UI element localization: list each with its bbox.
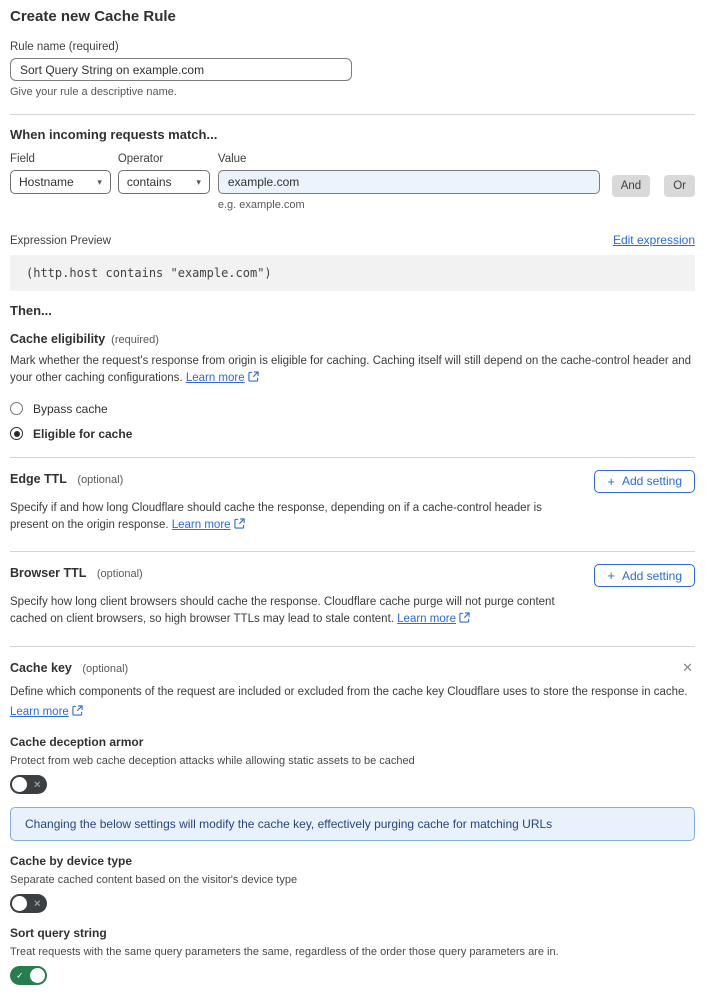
edge-ttl-header xyxy=(10,470,695,493)
edge-ttl-description: Specify if and how long Cloudflare should cache the response, depending on if a cache-control header is present on the origin response. Learn more xyxy=(10,500,572,536)
edge-ttl-note: (optional) xyxy=(77,473,124,486)
cache-by-device-type-title: Cache by device type xyxy=(10,854,133,868)
toggle-knob xyxy=(30,968,45,983)
toggle-off-icon: ✕ xyxy=(33,779,41,789)
expression-code-block: (http.host contains "example.com") xyxy=(10,255,695,291)
rule-name-input[interactable] xyxy=(10,58,352,81)
value-label: Value xyxy=(217,153,247,165)
browser-ttl-description: Specify how long client browsers should cache the response. Cloudflare cache purge will not purge content cached on client browsers, so high browser TTLs may lead to stale content. Learn more xyxy=(10,594,572,630)
value-hint: e.g. example.com xyxy=(217,199,305,211)
plus-icon: + xyxy=(607,473,615,489)
browser-ttl-add-setting-button[interactable]: + Add setting xyxy=(594,564,695,587)
divider xyxy=(10,551,695,552)
field-select-value: Hostname xyxy=(19,175,74,189)
expression-preview-label: Expression Preview xyxy=(10,235,111,247)
chevron-down-icon: ▾ xyxy=(97,176,102,187)
cache-eligibility-note: (required) xyxy=(111,334,159,346)
learn-more-link[interactable]: Learn more xyxy=(185,372,245,385)
radio-icon[interactable] xyxy=(10,402,23,415)
cache-eligibility-title: Cache eligibility xyxy=(10,332,106,346)
cache-key-description: Define which components of the request are included or excluded from the cache key Cloudflare uses to store the response in cache. xyxy=(10,685,688,698)
cache-key-learn-more-row xyxy=(10,704,695,722)
field-select[interactable] xyxy=(10,170,111,194)
divider xyxy=(10,114,695,115)
or-button[interactable]: Or xyxy=(664,175,695,197)
toggle-off-icon: ✕ xyxy=(33,898,41,908)
rule-name-group xyxy=(10,41,695,98)
external-link-icon xyxy=(72,705,83,722)
rule-name-help: Give your rule a descriptive name. xyxy=(10,86,177,98)
value-input[interactable] xyxy=(218,170,600,194)
sort-query-string-title: Sort query string xyxy=(10,926,107,940)
close-icon[interactable]: ✕ xyxy=(682,659,693,675)
cache-by-device-type-description: Separate cached content based on the visitor's device type xyxy=(10,874,298,886)
learn-more-link[interactable]: Learn more xyxy=(10,705,69,718)
field-label: Field xyxy=(10,153,35,165)
learn-more-link[interactable]: Learn more xyxy=(171,518,231,531)
and-button[interactable]: And xyxy=(612,175,650,197)
cache-eligibility-description: Mark whether the request's response from origin is eligible for caching. Caching itself will still depend on the cache-control header and your other caching configurations. Learn more xyxy=(10,353,695,389)
operator-select-value: contains xyxy=(126,175,172,189)
divider xyxy=(10,646,695,647)
plus-icon: + xyxy=(607,568,615,583)
radio-bypass-cache-label: Bypass cache xyxy=(33,401,108,416)
operator-select[interactable] xyxy=(118,170,210,194)
browser-ttl-header xyxy=(10,564,695,587)
rule-name-label: Rule name (required) xyxy=(10,41,119,53)
toggle-knob xyxy=(12,777,27,792)
page-title: Create new Cache Rule xyxy=(10,8,176,25)
match-heading: When incoming requests match... xyxy=(10,127,218,142)
learn-more-link[interactable]: Learn more xyxy=(397,613,456,626)
cache-deception-armor-title: Cache deception armor xyxy=(10,735,144,749)
cache-key-warning-banner: Changing the below settings will modify the cache key, effectively purging cache for matching URLs xyxy=(10,807,695,841)
operator-label: Operator xyxy=(117,153,164,165)
expression-preview-row xyxy=(10,233,695,247)
external-link-icon xyxy=(459,612,470,629)
browser-ttl-note: (optional) xyxy=(96,568,143,580)
edge-ttl-title: Edge TTL xyxy=(10,471,67,486)
match-row xyxy=(10,153,695,211)
external-link-icon xyxy=(248,371,259,388)
cache-key-title: Cache key xyxy=(10,660,72,675)
radio-eligible-for-cache[interactable] xyxy=(10,427,695,441)
radio-selected-icon[interactable] xyxy=(10,427,23,440)
cache-deception-armor-toggle[interactable] xyxy=(10,775,47,794)
divider xyxy=(10,457,695,458)
sort-query-string-description: Treat requests with the same query parameters the same, regardless of the order those query parameters are in. xyxy=(10,946,559,958)
edit-expression-link[interactable]: Edit expression xyxy=(612,233,695,247)
toggle-on-icon: ✓ xyxy=(16,970,24,980)
edge-ttl-add-setting-button[interactable]: + Add setting xyxy=(594,470,695,493)
toggle-knob xyxy=(12,896,27,911)
browser-ttl-title: Browser TTL xyxy=(10,566,87,580)
cache-key-header xyxy=(10,659,695,677)
cache-eligibility-header xyxy=(10,332,695,346)
external-link-icon xyxy=(234,518,245,535)
radio-eligible-for-cache-label: Eligible for cache xyxy=(33,426,133,441)
then-heading: Then... xyxy=(10,303,52,318)
cache-key-note: (optional) xyxy=(82,662,129,675)
radio-bypass-cache[interactable] xyxy=(10,402,695,416)
cache-by-device-type-toggle[interactable] xyxy=(10,894,47,913)
chevron-down-icon: ▾ xyxy=(196,176,201,187)
sort-query-string-toggle[interactable] xyxy=(10,966,47,985)
cache-deception-armor-description: Protect from web cache deception attacks while allowing static assets to be cached xyxy=(10,755,415,767)
